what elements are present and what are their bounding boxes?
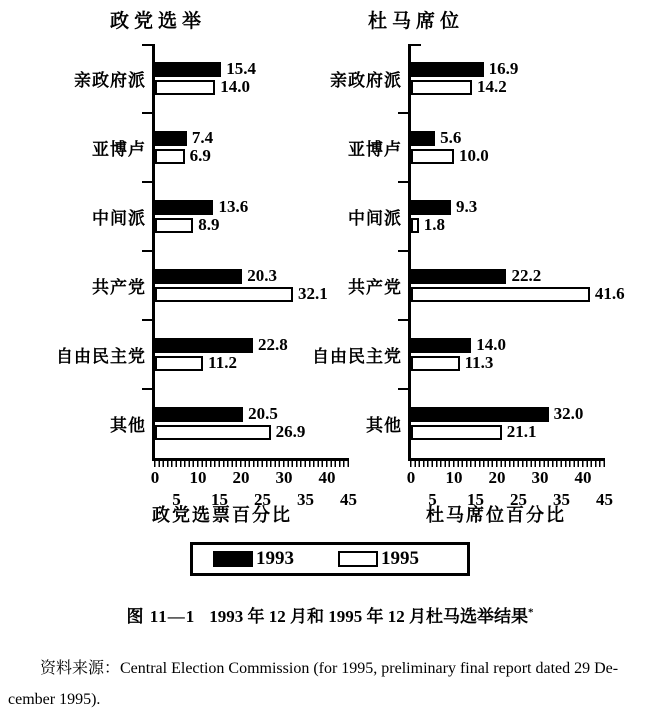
bar-1995 [411, 80, 472, 95]
bar-value-label: 32.1 [298, 284, 328, 303]
category-label: 亲政府派 [330, 70, 402, 90]
y-axis-top-tick [142, 44, 152, 46]
x-axis-minor-ticks [410, 461, 606, 467]
x-tick-label: 40 [574, 468, 592, 487]
bar-value-label: 20.3 [247, 266, 278, 285]
bar-value-label: 14.0 [220, 77, 250, 96]
bar-value-label: 1.8 [423, 215, 445, 234]
category-label: 亲政府派 [74, 70, 146, 90]
bar-value-label: 41.6 [594, 284, 625, 303]
x-tick-label: 30 [531, 468, 549, 487]
bar-1995 [155, 149, 185, 164]
bar-1993 [411, 269, 506, 284]
bar-1993 [155, 338, 253, 353]
bar-value-label: 16.9 [488, 59, 519, 78]
bar-value-label: 14.2 [477, 77, 507, 96]
bar-value-label: 14.0 [476, 335, 506, 354]
bar-value-label: 7.4 [191, 128, 214, 147]
legend [190, 542, 470, 576]
y-axis-tick [142, 388, 152, 390]
x-tick-label: 0 [150, 468, 160, 487]
bar-value-label: 22.2 [511, 266, 542, 285]
bar-1993 [155, 200, 213, 215]
x-tick-label: 10 [445, 468, 463, 487]
bar-value-label: 9.3 [455, 197, 478, 216]
bar-1995 [155, 425, 271, 440]
category-label: 自由民主党 [312, 346, 402, 366]
bar-value-label: 13.6 [218, 197, 249, 216]
category-label: 自由民主党 [56, 346, 146, 366]
y-axis-tick [142, 250, 152, 252]
legend-swatch-1995-icon [338, 551, 378, 567]
bar-value-label: 5.6 [440, 128, 462, 147]
chart-party-vote [48, 0, 357, 527]
legend-label-1993: 1993 [256, 548, 294, 569]
figure-caption-text: 1993 年 12 月和 1995 年 12 月杜马选举结果 [209, 607, 529, 626]
source-line-2: cember 1995). [8, 691, 101, 709]
x-tick-label: 45 [596, 490, 613, 509]
x-tick-label: 5 [428, 490, 437, 509]
x-tick-label: 25 [510, 490, 527, 509]
y-axis-tick [398, 388, 408, 390]
x-tick-label: 30 [275, 468, 293, 487]
bar-1995 [411, 287, 590, 302]
bar-value-label: 20.5 [248, 404, 278, 423]
bar-1995 [411, 149, 454, 164]
category-label: 其他 [366, 415, 402, 435]
y-axis-tick [398, 250, 408, 252]
figure-number: 图 11—1 [126, 607, 196, 626]
category-label: 中间派 [92, 208, 146, 228]
x-tick-label: 15 [211, 490, 228, 509]
bar-value-label: 32.0 [553, 404, 584, 423]
source-line-1: 资料来源：Central Election Commission (for 1995, preliminary final report dated 29 De- [40, 660, 619, 677]
x-tick-label: 25 [254, 490, 271, 509]
bar-1993 [411, 407, 549, 422]
legend-label-1995: 1995 [381, 548, 419, 569]
bar-value-label: 11.2 [208, 353, 237, 372]
x-tick-label: 35 [297, 490, 314, 509]
category-label: 共产党 [348, 277, 402, 297]
y-axis-tick [142, 319, 152, 321]
bar-1993 [411, 200, 451, 215]
y-axis-top-tick [411, 44, 421, 46]
bar-1993 [411, 338, 471, 353]
bar-value-label: 22.8 [258, 335, 288, 354]
legend-item-1993 [213, 548, 294, 570]
bar-1993 [155, 62, 221, 77]
figure-caption [0, 602, 660, 627]
x-tick-label: 15 [467, 490, 484, 509]
bar-1993 [411, 131, 435, 146]
y-axis-tick [142, 181, 152, 183]
bar-value-label: 11.3 [464, 353, 494, 372]
bar-1995 [411, 218, 419, 233]
bar-1995 [411, 425, 502, 440]
category-label: 其他 [110, 415, 146, 435]
y-axis-tick [398, 319, 408, 321]
bar-1995 [155, 356, 203, 371]
bar-value-label: 8.9 [198, 215, 220, 234]
bar-1993 [155, 131, 187, 146]
legend-item-1995 [338, 548, 419, 570]
x-tick-label: 10 [189, 468, 207, 487]
category-label: 共产党 [92, 277, 146, 297]
category-label: 亚博卢 [92, 139, 146, 159]
category-label: 亚博卢 [348, 139, 402, 159]
bar-1995 [155, 80, 215, 95]
caption-footnote-marker: * [528, 606, 534, 619]
y-axis-tick [142, 112, 152, 114]
x-tick-label: 20 [488, 468, 506, 487]
bar-1993 [411, 62, 484, 77]
bar-1995 [155, 218, 193, 233]
chart-title-right: 杜马席位 [368, 11, 465, 32]
x-tick-label: 5 [172, 490, 181, 509]
bar-1993 [155, 269, 242, 284]
x-tick-label: 40 [318, 468, 336, 487]
x-tick-label: 20 [232, 468, 250, 487]
x-tick-label: 45 [340, 490, 357, 509]
bar-1995 [411, 356, 460, 371]
source-note [8, 653, 652, 715]
bar-1993 [155, 407, 243, 422]
chart-title-left: 政党选举 [110, 11, 207, 32]
legend-swatch-1993-icon [213, 551, 253, 567]
y-axis-tick [398, 181, 408, 183]
bar-value-label: 10.0 [459, 146, 489, 165]
bar-value-label: 15.4 [226, 59, 256, 78]
bar-value-label: 26.9 [275, 422, 306, 441]
bar-1995 [155, 287, 293, 302]
x-tick-label: 35 [553, 490, 570, 509]
bar-value-label: 21.1 [506, 422, 537, 441]
x-axis-label-left: 政党选票百分比 [152, 505, 292, 525]
y-axis-tick [398, 112, 408, 114]
category-label: 中间派 [348, 208, 402, 228]
x-tick-label: 0 [406, 468, 416, 487]
x-axis-label-right: 杜马席位百分比 [426, 505, 566, 525]
bar-value-label: 6.9 [189, 146, 211, 165]
